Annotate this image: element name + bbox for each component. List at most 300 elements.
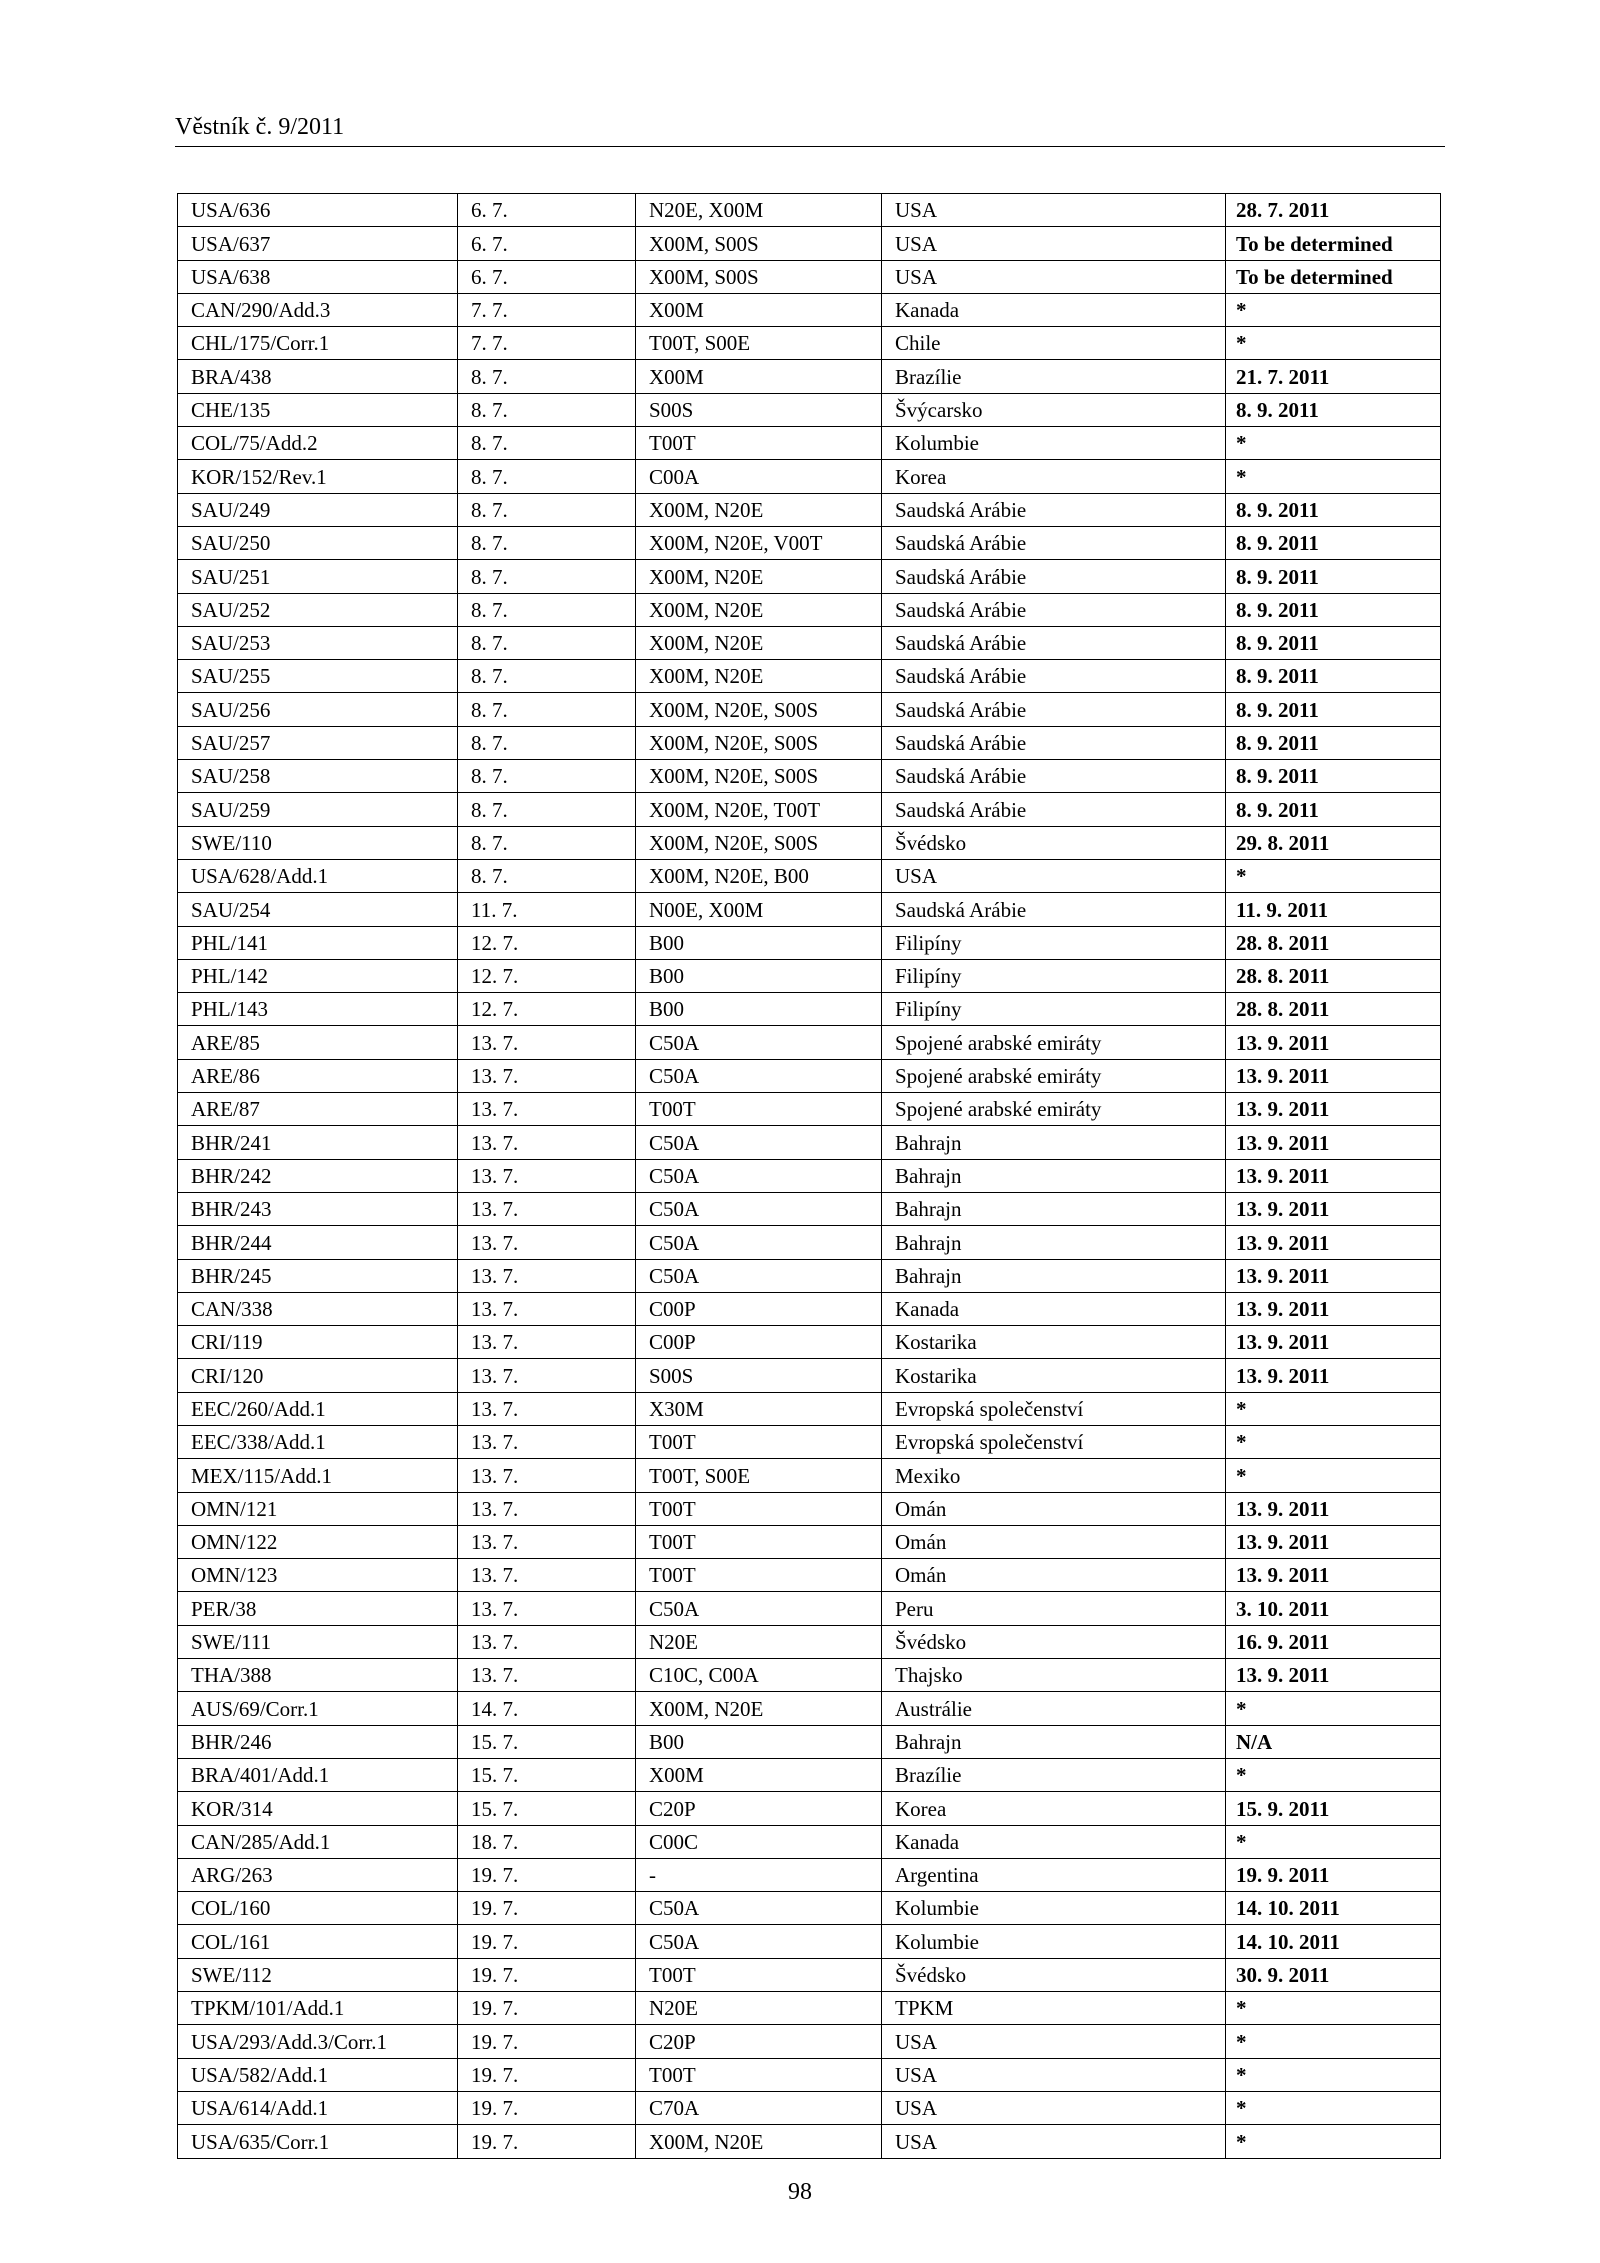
table-row [178, 1359, 1441, 1392]
deadline-cell: 30. 9. 2011 [1226, 1958, 1441, 1991]
document-symbol-cell: PHL/143 [178, 993, 458, 1026]
country-cell: Spojené arabské emiráty [882, 1026, 1226, 1059]
deadline-cell: * [1226, 2058, 1441, 2091]
document-symbol-cell: COL/160 [178, 1892, 458, 1925]
deadline-cell: * [1226, 427, 1441, 460]
date-cell: 15. 7. [458, 1758, 636, 1791]
code-cell: B00 [636, 1725, 882, 1758]
country-cell: Argentina [882, 1858, 1226, 1891]
code-cell: X00M, N20E [636, 1692, 882, 1725]
document-symbol-cell: PHL/142 [178, 959, 458, 992]
deadline-cell: 13. 9. 2011 [1226, 1659, 1441, 1692]
table-row [178, 1059, 1441, 1092]
code-cell: X00M, N20E, B00 [636, 859, 882, 892]
date-cell: 13. 7. [458, 1392, 636, 1425]
table-row [178, 1925, 1441, 1958]
table-row [178, 859, 1441, 892]
deadline-cell: 13. 9. 2011 [1226, 1192, 1441, 1225]
document-symbol-cell: KOR/152/Rev.1 [178, 460, 458, 493]
code-cell: X00M [636, 293, 882, 326]
document-symbol-cell: BHR/243 [178, 1192, 458, 1225]
deadline-cell: * [1226, 859, 1441, 892]
code-cell: C50A [636, 1592, 882, 1625]
code-cell: T00T, S00E [636, 327, 882, 360]
document-symbol-cell: SAU/259 [178, 793, 458, 826]
date-cell: 13. 7. [458, 1026, 636, 1059]
date-cell: 13. 7. [458, 1459, 636, 1492]
deadline-cell: 8. 9. 2011 [1226, 726, 1441, 759]
table-row [178, 493, 1441, 526]
document-symbol-cell: THA/388 [178, 1659, 458, 1692]
country-cell: Saudská Arábie [882, 526, 1226, 559]
deadline-cell: 14. 10. 2011 [1226, 1892, 1441, 1925]
table-row [178, 1159, 1441, 1192]
document-symbol-cell: BHR/242 [178, 1159, 458, 1192]
code-cell: N00E, X00M [636, 893, 882, 926]
date-cell: 13. 7. [458, 1326, 636, 1359]
deadline-cell: 13. 9. 2011 [1226, 1259, 1441, 1292]
code-cell: T00T [636, 1093, 882, 1126]
deadline-cell: * [1226, 460, 1441, 493]
code-cell: X00M, N20E, S00S [636, 693, 882, 726]
table-row [178, 760, 1441, 793]
deadline-cell: 8. 9. 2011 [1226, 660, 1441, 693]
date-cell: 8. 7. [458, 393, 636, 426]
country-cell: Saudská Arábie [882, 893, 1226, 926]
country-cell: Kanada [882, 1825, 1226, 1858]
table-body [178, 194, 1441, 2159]
date-cell: 8. 7. [458, 760, 636, 793]
page-header [175, 112, 1445, 147]
deadline-cell: 8. 9. 2011 [1226, 593, 1441, 626]
document-symbol-cell: PHL/141 [178, 926, 458, 959]
table-row [178, 526, 1441, 559]
document-symbol-cell: EEC/338/Add.1 [178, 1425, 458, 1458]
document-symbol-cell: USA/635/Corr.1 [178, 2125, 458, 2158]
deadline-cell: 13. 9. 2011 [1226, 1126, 1441, 1159]
document-symbol-cell: BHR/245 [178, 1259, 458, 1292]
table-row [178, 2058, 1441, 2091]
document-symbol-cell: OMN/121 [178, 1492, 458, 1525]
table-row [178, 1858, 1441, 1891]
document-symbol-cell: ARE/85 [178, 1026, 458, 1059]
document-symbol-cell: CRI/120 [178, 1359, 458, 1392]
country-cell: TPKM [882, 1992, 1226, 2025]
table-row [178, 1992, 1441, 2025]
code-cell: C50A [636, 1192, 882, 1225]
table-row [178, 1226, 1441, 1259]
country-cell: USA [882, 2058, 1226, 2091]
country-cell: Spojené arabské emiráty [882, 1059, 1226, 1092]
date-cell: 15. 7. [458, 1792, 636, 1825]
document-symbol-cell: CHL/175/Corr.1 [178, 327, 458, 360]
date-cell: 13. 7. [458, 1625, 636, 1658]
document-symbol-cell: SWE/110 [178, 826, 458, 859]
table-row [178, 593, 1441, 626]
deadline-cell: 13. 9. 2011 [1226, 1525, 1441, 1558]
deadline-cell: 28. 8. 2011 [1226, 993, 1441, 1026]
table-row [178, 1892, 1441, 1925]
document-symbol-cell: USA/614/Add.1 [178, 2091, 458, 2124]
deadline-cell: * [1226, 2025, 1441, 2058]
document-symbol-cell: BRA/401/Add.1 [178, 1758, 458, 1791]
code-cell: X00M, S00S [636, 227, 882, 260]
document-symbol-cell: CHE/135 [178, 393, 458, 426]
country-cell: USA [882, 2025, 1226, 2058]
code-cell: T00T [636, 1958, 882, 1991]
deadline-cell: 13. 9. 2011 [1226, 1326, 1441, 1359]
code-cell: X00M, N20E, V00T [636, 526, 882, 559]
table-row [178, 1725, 1441, 1758]
document-symbol-cell: MEX/115/Add.1 [178, 1459, 458, 1492]
country-cell: Evropská společenství [882, 1392, 1226, 1425]
document-symbol-cell: SAU/257 [178, 726, 458, 759]
table-row [178, 1659, 1441, 1692]
date-cell: 8. 7. [458, 593, 636, 626]
code-cell: C50A [636, 1159, 882, 1192]
document-symbol-cell: SAU/253 [178, 626, 458, 659]
document-symbol-cell: COL/161 [178, 1925, 458, 1958]
page-number: 98 [788, 2179, 812, 2205]
date-cell: 8. 7. [458, 460, 636, 493]
code-cell: - [636, 1858, 882, 1891]
deadline-cell: 19. 9. 2011 [1226, 1858, 1441, 1891]
deadline-cell: 8. 9. 2011 [1226, 793, 1441, 826]
document-symbol-cell: CAN/285/Add.1 [178, 1825, 458, 1858]
notifications-table [177, 193, 1441, 2159]
date-cell: 13. 7. [458, 1492, 636, 1525]
date-cell: 6. 7. [458, 227, 636, 260]
document-symbol-cell: AUS/69/Corr.1 [178, 1692, 458, 1725]
code-cell: B00 [636, 959, 882, 992]
deadline-cell: 13. 9. 2011 [1226, 1226, 1441, 1259]
country-cell: Austrálie [882, 1692, 1226, 1725]
country-cell: Bahrajn [882, 1259, 1226, 1292]
country-cell: Spojené arabské emiráty [882, 1093, 1226, 1126]
table-row [178, 1792, 1441, 1825]
date-cell: 19. 7. [458, 1892, 636, 1925]
document-symbol-cell: USA/582/Add.1 [178, 2058, 458, 2091]
deadline-cell: 8. 9. 2011 [1226, 760, 1441, 793]
date-cell: 7. 7. [458, 293, 636, 326]
code-cell: C50A [636, 1226, 882, 1259]
deadline-cell: 21. 7. 2011 [1226, 360, 1441, 393]
code-cell: X00M, N20E [636, 593, 882, 626]
country-cell: Brazílie [882, 1758, 1226, 1791]
document-symbol-cell: SAU/251 [178, 560, 458, 593]
country-cell: Saudská Arábie [882, 493, 1226, 526]
date-cell: 8. 7. [458, 726, 636, 759]
code-cell: S00S [636, 1359, 882, 1392]
date-cell: 6. 7. [458, 260, 636, 293]
date-cell: 13. 7. [458, 1059, 636, 1092]
deadline-cell: 29. 8. 2011 [1226, 826, 1441, 859]
document-symbol-cell: OMN/123 [178, 1559, 458, 1592]
table-row [178, 194, 1441, 227]
table-row [178, 626, 1441, 659]
deadline-cell: * [1226, 2125, 1441, 2158]
document-symbol-cell: SAU/254 [178, 893, 458, 926]
table-row [178, 893, 1441, 926]
country-cell: Thajsko [882, 1659, 1226, 1692]
code-cell: X30M [636, 1392, 882, 1425]
country-cell: Bahrajn [882, 1226, 1226, 1259]
country-cell: Chile [882, 327, 1226, 360]
deadline-cell: * [1226, 1392, 1441, 1425]
document-symbol-cell: USA/293/Add.3/Corr.1 [178, 2025, 458, 2058]
table-row [178, 926, 1441, 959]
date-cell: 11. 7. [458, 893, 636, 926]
country-cell: Švédsko [882, 1958, 1226, 1991]
date-cell: 8. 7. [458, 427, 636, 460]
code-cell: C00P [636, 1292, 882, 1325]
date-cell: 8. 7. [458, 660, 636, 693]
country-cell: USA [882, 260, 1226, 293]
deadline-cell: 28. 7. 2011 [1226, 194, 1441, 227]
country-cell: USA [882, 2091, 1226, 2124]
country-cell: Saudská Arábie [882, 793, 1226, 826]
table-row [178, 1425, 1441, 1458]
table-row [178, 1292, 1441, 1325]
country-cell: Saudská Arábie [882, 560, 1226, 593]
country-cell: Saudská Arábie [882, 693, 1226, 726]
date-cell: 13. 7. [458, 1425, 636, 1458]
table-row [178, 560, 1441, 593]
code-cell: N20E [636, 1992, 882, 2025]
country-cell: USA [882, 194, 1226, 227]
date-cell: 13. 7. [458, 1659, 636, 1692]
table-row [178, 1625, 1441, 1658]
table-row [178, 1592, 1441, 1625]
table-row [178, 293, 1441, 326]
date-cell: 8. 7. [458, 526, 636, 559]
code-cell: C50A [636, 1059, 882, 1092]
country-cell: Filipíny [882, 993, 1226, 1026]
date-cell: 13. 7. [458, 1192, 636, 1225]
country-cell: Švýcarsko [882, 393, 1226, 426]
document-symbol-cell: USA/637 [178, 227, 458, 260]
country-cell: Evropská společenství [882, 1425, 1226, 1458]
deadline-cell: * [1226, 1692, 1441, 1725]
document-symbol-cell: KOR/314 [178, 1792, 458, 1825]
country-cell: Omán [882, 1525, 1226, 1558]
date-cell: 19. 7. [458, 2058, 636, 2091]
date-cell: 7. 7. [458, 327, 636, 360]
code-cell: T00T [636, 1559, 882, 1592]
table-row [178, 1126, 1441, 1159]
country-cell: Kolumbie [882, 427, 1226, 460]
date-cell: 8. 7. [458, 360, 636, 393]
deadline-cell: 14. 10. 2011 [1226, 1925, 1441, 1958]
code-cell: C70A [636, 2091, 882, 2124]
country-cell: Saudská Arábie [882, 660, 1226, 693]
table-row [178, 726, 1441, 759]
table-row [178, 1192, 1441, 1225]
deadline-cell: 13. 9. 2011 [1226, 1559, 1441, 1592]
table-row [178, 693, 1441, 726]
date-cell: 14. 7. [458, 1692, 636, 1725]
document-symbol-cell: SAU/250 [178, 526, 458, 559]
date-cell: 13. 7. [458, 1359, 636, 1392]
table-row [178, 393, 1441, 426]
date-cell: 8. 7. [458, 859, 636, 892]
country-cell: USA [882, 859, 1226, 892]
deadline-cell: 28. 8. 2011 [1226, 926, 1441, 959]
header-title: Věstník č. 9/2011 [175, 114, 345, 140]
document-symbol-cell: TPKM/101/Add.1 [178, 1992, 458, 2025]
date-cell: 19. 7. [458, 1925, 636, 1958]
table-row [178, 1525, 1441, 1558]
code-cell: C00P [636, 1326, 882, 1359]
table-row [178, 360, 1441, 393]
document-symbol-cell: USA/636 [178, 194, 458, 227]
table-row [178, 260, 1441, 293]
table-row [178, 1259, 1441, 1292]
table-row [178, 1958, 1441, 1991]
deadline-cell: * [1226, 1459, 1441, 1492]
deadline-cell: 13. 9. 2011 [1226, 1093, 1441, 1126]
deadline-cell: 13. 9. 2011 [1226, 1292, 1441, 1325]
deadline-cell: 8. 9. 2011 [1226, 560, 1441, 593]
deadline-cell: 3. 10. 2011 [1226, 1592, 1441, 1625]
deadline-cell: 13. 9. 2011 [1226, 1159, 1441, 1192]
date-cell: 12. 7. [458, 993, 636, 1026]
code-cell: C50A [636, 1925, 882, 1958]
date-cell: 8. 7. [458, 493, 636, 526]
date-cell: 18. 7. [458, 1825, 636, 1858]
deadline-cell: To be determined [1226, 260, 1441, 293]
date-cell: 19. 7. [458, 2025, 636, 2058]
code-cell: X00M, N20E, T00T [636, 793, 882, 826]
code-cell: B00 [636, 993, 882, 1026]
document-symbol-cell: USA/638 [178, 260, 458, 293]
document-symbol-cell: COL/75/Add.2 [178, 427, 458, 460]
country-cell: Bahrajn [882, 1192, 1226, 1225]
code-cell: C10C, C00A [636, 1659, 882, 1692]
document-symbol-cell: CAN/290/Add.3 [178, 293, 458, 326]
code-cell: C50A [636, 1259, 882, 1292]
deadline-cell: 8. 9. 2011 [1226, 526, 1441, 559]
deadline-cell: N/A [1226, 1725, 1441, 1758]
document-symbol-cell: BRA/438 [178, 360, 458, 393]
table-row [178, 1825, 1441, 1858]
document-symbol-cell: USA/628/Add.1 [178, 859, 458, 892]
table-row [178, 327, 1441, 360]
deadline-cell: 13. 9. 2011 [1226, 1059, 1441, 1092]
code-cell: C00C [636, 1825, 882, 1858]
document-symbol-cell: SAU/252 [178, 593, 458, 626]
country-cell: Filipíny [882, 926, 1226, 959]
country-cell: Kostarika [882, 1326, 1226, 1359]
document-symbol-cell: SWE/111 [178, 1625, 458, 1658]
code-cell: X00M [636, 1758, 882, 1791]
code-cell: X00M, N20E [636, 626, 882, 659]
deadline-cell: 13. 9. 2011 [1226, 1492, 1441, 1525]
date-cell: 13. 7. [458, 1226, 636, 1259]
document-symbol-cell: BHR/241 [178, 1126, 458, 1159]
country-cell: USA [882, 2125, 1226, 2158]
document-symbol-cell: SAU/255 [178, 660, 458, 693]
deadline-cell: 8. 9. 2011 [1226, 393, 1441, 426]
date-cell: 13. 7. [458, 1159, 636, 1192]
code-cell: C50A [636, 1026, 882, 1059]
code-cell: B00 [636, 926, 882, 959]
table-row [178, 460, 1441, 493]
date-cell: 13. 7. [458, 1259, 636, 1292]
code-cell: T00T [636, 1525, 882, 1558]
table-row [178, 826, 1441, 859]
deadline-cell: * [1226, 1825, 1441, 1858]
document-symbol-cell: ARG/263 [178, 1858, 458, 1891]
date-cell: 15. 7. [458, 1725, 636, 1758]
document-symbol-cell: EEC/260/Add.1 [178, 1392, 458, 1425]
country-cell: Peru [882, 1592, 1226, 1625]
document-symbol-cell: ARE/86 [178, 1059, 458, 1092]
country-cell: Saudská Arábie [882, 626, 1226, 659]
date-cell: 12. 7. [458, 959, 636, 992]
table-row [178, 959, 1441, 992]
date-cell: 19. 7. [458, 2091, 636, 2124]
country-cell: Brazílie [882, 360, 1226, 393]
code-cell: S00S [636, 393, 882, 426]
date-cell: 13. 7. [458, 1126, 636, 1159]
code-cell: C50A [636, 1126, 882, 1159]
code-cell: C20P [636, 1792, 882, 1825]
date-cell: 8. 7. [458, 560, 636, 593]
table-row [178, 2025, 1441, 2058]
country-cell: Kolumbie [882, 1892, 1226, 1925]
code-cell: T00T [636, 1492, 882, 1525]
table-row [178, 1492, 1441, 1525]
table-row [178, 660, 1441, 693]
date-cell: 19. 7. [458, 1858, 636, 1891]
document-symbol-cell: PER/38 [178, 1592, 458, 1625]
table-row [178, 2125, 1441, 2158]
code-cell: X00M, N20E [636, 660, 882, 693]
deadline-cell: 16. 9. 2011 [1226, 1625, 1441, 1658]
deadline-cell: 11. 9. 2011 [1226, 893, 1441, 926]
table-row [178, 1559, 1441, 1592]
code-cell: X00M, N20E [636, 2125, 882, 2158]
table-row [178, 993, 1441, 1026]
code-cell: X00M, N20E, S00S [636, 760, 882, 793]
table-row [178, 1758, 1441, 1791]
deadline-cell: * [1226, 1992, 1441, 2025]
country-cell: Švédsko [882, 1625, 1226, 1658]
country-cell: Bahrajn [882, 1126, 1226, 1159]
document-symbol-cell: BHR/244 [178, 1226, 458, 1259]
document-symbol-cell: SAU/249 [178, 493, 458, 526]
deadline-cell: * [1226, 1425, 1441, 1458]
deadline-cell: 13. 9. 2011 [1226, 1359, 1441, 1392]
country-cell: Saudská Arábie [882, 726, 1226, 759]
code-cell: T00T, S00E [636, 1459, 882, 1492]
date-cell: 8. 7. [458, 826, 636, 859]
date-cell: 19. 7. [458, 1992, 636, 2025]
code-cell: N20E, X00M [636, 194, 882, 227]
date-cell: 13. 7. [458, 1525, 636, 1558]
date-cell: 19. 7. [458, 2125, 636, 2158]
code-cell: C00A [636, 460, 882, 493]
document-symbol-cell: BHR/246 [178, 1725, 458, 1758]
country-cell: Kolumbie [882, 1925, 1226, 1958]
country-cell: Kanada [882, 1292, 1226, 1325]
code-cell: N20E [636, 1625, 882, 1658]
document-symbol-cell: SAU/258 [178, 760, 458, 793]
code-cell: X00M, N20E, S00S [636, 726, 882, 759]
date-cell: 8. 7. [458, 693, 636, 726]
deadline-cell: 15. 9. 2011 [1226, 1792, 1441, 1825]
